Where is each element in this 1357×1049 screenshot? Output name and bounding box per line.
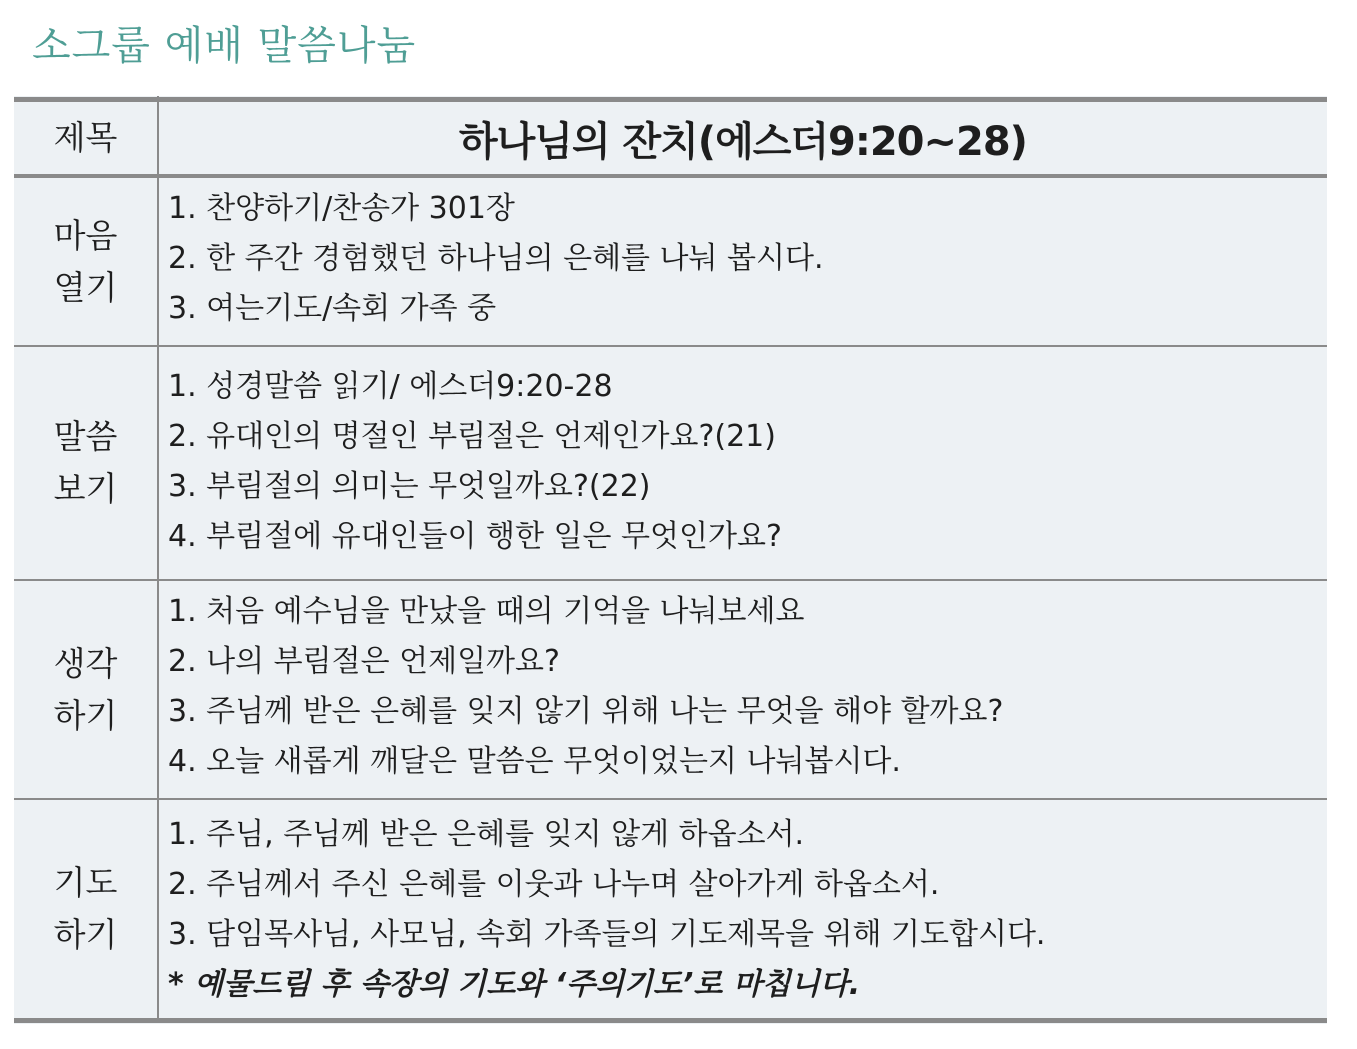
row-divider-3 <box>14 798 1327 800</box>
list-item: 3. 부림절의 의미는 무엇일까요?(22) <box>168 469 651 504</box>
closing-note: * 예물드림 후 속장의 기도와 ‘주의기도’로 마칩니다. <box>168 967 861 1002</box>
title-label: 제목 <box>53 118 118 157</box>
row-divider-2 <box>14 579 1327 581</box>
list-item: 1. 찬양하기/찬송가 301장 <box>168 191 515 226</box>
list-item: 1. 주님, 주님께 받은 은혜를 잊지 않게 하옵소서. <box>168 817 805 852</box>
page-title: 소그룹 예배 말씀나눔 <box>32 23 417 69</box>
list-item: 2. 주님께서 주신 은혜를 이웃과 나누며 살아가게 하옵소서. <box>168 867 940 902</box>
list-item: 4. 부림절에 유대인들이 행한 일은 무엇인가요? <box>168 519 782 554</box>
list-item: 3. 담임목사님, 사모님, 속회 가족들의 기도제목을 위해 기도합시다. <box>168 917 1046 952</box>
section-label-read-word <box>14 347 157 579</box>
section-label-line: 말씀 <box>53 417 118 456</box>
section-label-open-heart <box>14 178 157 345</box>
list-item: 3. 주님께 받은 은혜를 잊지 않기 위해 나는 무엇을 해야 할까요? <box>168 694 1004 729</box>
section-label-think <box>14 581 157 798</box>
list-item: 2. 한 주간 경험했던 하나님의 은혜를 나눠 봅시다. <box>168 241 824 276</box>
section-label-line: 열기 <box>53 267 118 307</box>
section-items-open-heart <box>168 184 1318 334</box>
title-divider <box>14 174 1327 178</box>
list-item: 2. 유대인의 명절인 부림절은 언제인가요?(21) <box>168 419 776 454</box>
sermon-title: 하나님의 잔치(에스더9:20~28) <box>459 118 1027 165</box>
section-label-line: 보기 <box>53 469 118 508</box>
list-item: 3. 여는기도/속회 가족 중 <box>168 291 497 326</box>
section-label-pray <box>14 800 157 1018</box>
list-item: 2. 나의 부림절은 언제일까요? <box>168 644 560 679</box>
table-bottom-rule <box>14 1018 1327 1023</box>
title-label-cell <box>14 102 157 174</box>
list-item: 4. 오늘 새롭게 깨달은 말씀은 무엇이었는지 나눠봅시다. <box>168 744 901 779</box>
section-label-line: 하기 <box>53 915 118 954</box>
section-items-read-word <box>168 362 1318 562</box>
table-top-rule <box>14 97 1327 102</box>
list-item: 1. 처음 예수님을 만났을 때의 기억을 나눠보세요 <box>168 594 805 629</box>
section-items-think <box>168 587 1318 787</box>
section-label-line: 기도 <box>53 863 118 902</box>
section-label-line: 마음 <box>53 215 118 255</box>
label-column-divider <box>157 96 159 1022</box>
section-items-pray <box>168 810 1318 1010</box>
list-item: 1. 성경말씀 읽기/ 에스더9:20-28 <box>168 369 613 404</box>
section-label-line: 하기 <box>53 695 118 735</box>
section-label-line: 생각 <box>53 643 118 683</box>
row-divider-1 <box>14 345 1327 347</box>
